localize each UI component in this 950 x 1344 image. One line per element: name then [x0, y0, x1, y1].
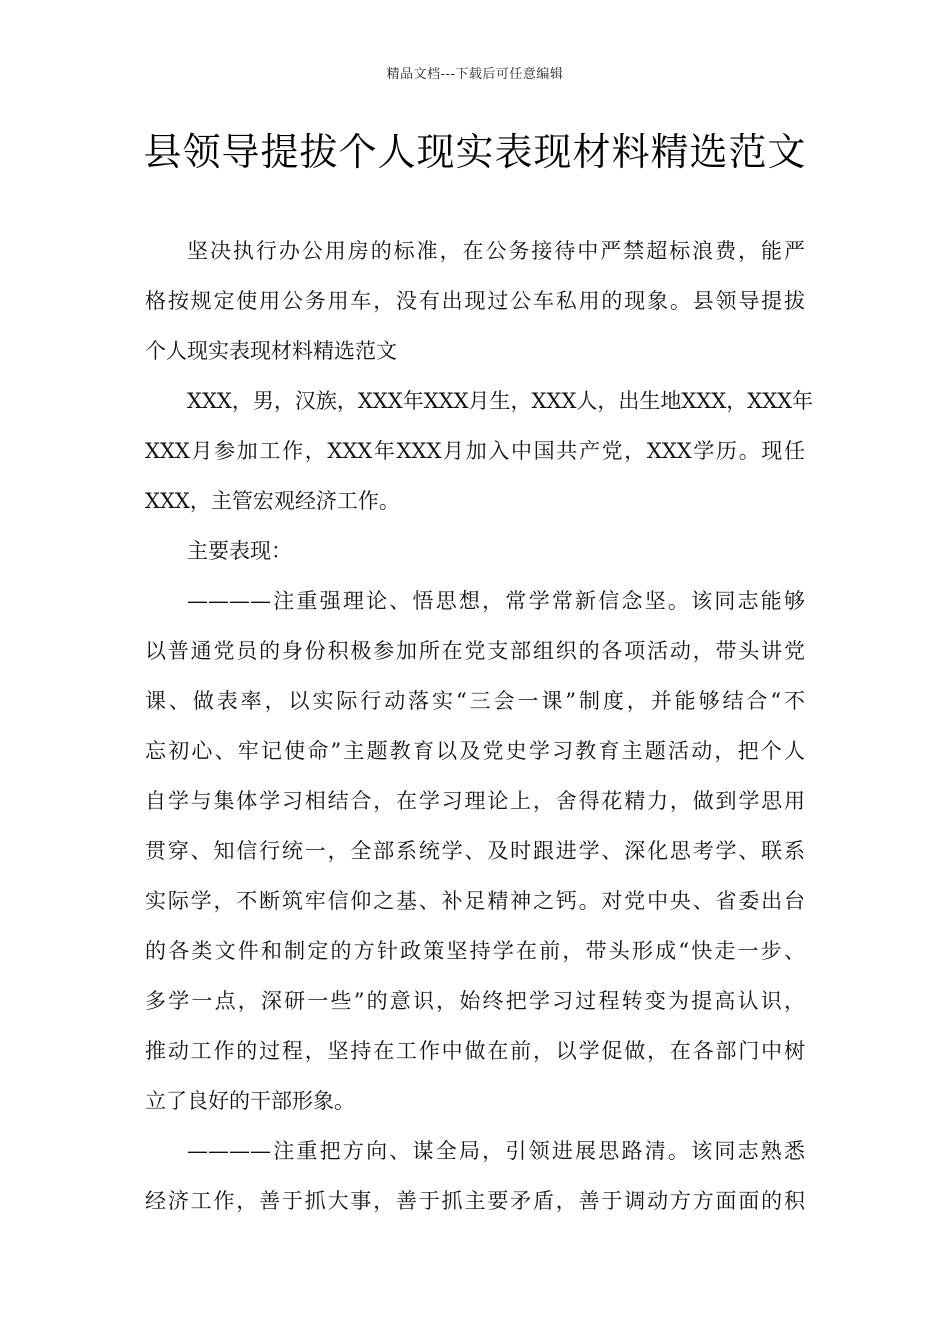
paragraph-line: XXX，主管宏观经济工作。	[145, 489, 400, 513]
paragraph-line: 以普通党员的身份积极参加所在党支部组织的各项活动，带头讲党	[145, 639, 805, 663]
paragraph-line: ————注重强理论、悟思想，常学常新信念坚。该同志能够	[187, 589, 805, 613]
paragraph-line: 实际学，不断筑牢信仰之基、补足精神之钙。对党中央、省委出台	[145, 889, 805, 913]
document-paragraph	[145, 226, 805, 376]
document-body	[145, 226, 814, 1226]
paragraph-line: 经济工作，善于抓大事，善于抓主要矛盾，善于调动方方面面的积	[145, 1189, 805, 1213]
paragraph-line: 推动工作的过程，坚持在工作中做在前，以学促做，在各部门中树	[145, 1039, 805, 1063]
paragraph-line: 个人现实表现材料精选范文	[145, 339, 397, 363]
paragraph-line: 自学与集体学习相结合，在学习理论上，舍得花精力，做到学思用	[145, 789, 805, 813]
paragraph-line: 多学一点，深研一些”的意识，始终把学习过程转变为提高认识，	[145, 989, 805, 1013]
paragraph-line: 格按规定使用公务用车，没有出现过公车私用的现象。县领导提拔	[145, 289, 805, 313]
document-title: 县领导提拔个人现实表现材料精选范文	[143, 130, 807, 174]
paragraph-line: ————注重把方向、谋全局，引领进展思路清。该同志熟悉	[187, 1139, 805, 1163]
paragraph-line: 坚决执行办公用房的标准，在公务接待中严禁超标浪费，能严	[187, 239, 805, 263]
document-paragraph	[145, 576, 805, 1126]
paragraph-line: 课、做表率，以实际行动落实“三会一课”制度，并能够结合“不	[145, 689, 805, 713]
paragraph-line: 的各类文件和制定的方针政策坚持学在前，带头形成“快走一步、	[145, 939, 805, 963]
paragraph-line: 主要表现：	[187, 539, 292, 563]
page-header: 精品文档---下载后可任意编辑	[386, 67, 564, 82]
paragraph-line: XXX，男，汉族，XXX年XXX月生，XXX人，出生地XXX，XXX年	[187, 389, 814, 413]
paragraph-line: 立了良好的干部形象。	[145, 1089, 355, 1113]
document-paragraph	[145, 1126, 805, 1226]
paragraph-line: 贯穿、知信行统一，全部系统学、及时跟进学、深化思考学、联系	[145, 839, 805, 863]
paragraph-line: XXX月参加工作，XXX年XXX月加入中国共产党，XXX学历。现任	[145, 439, 805, 463]
paragraph-line: 忘初心、牢记使命”主题教育以及党史学习教育主题活动，把个人	[145, 739, 805, 763]
document-paragraph	[145, 526, 805, 576]
document-paragraph	[145, 376, 814, 526]
